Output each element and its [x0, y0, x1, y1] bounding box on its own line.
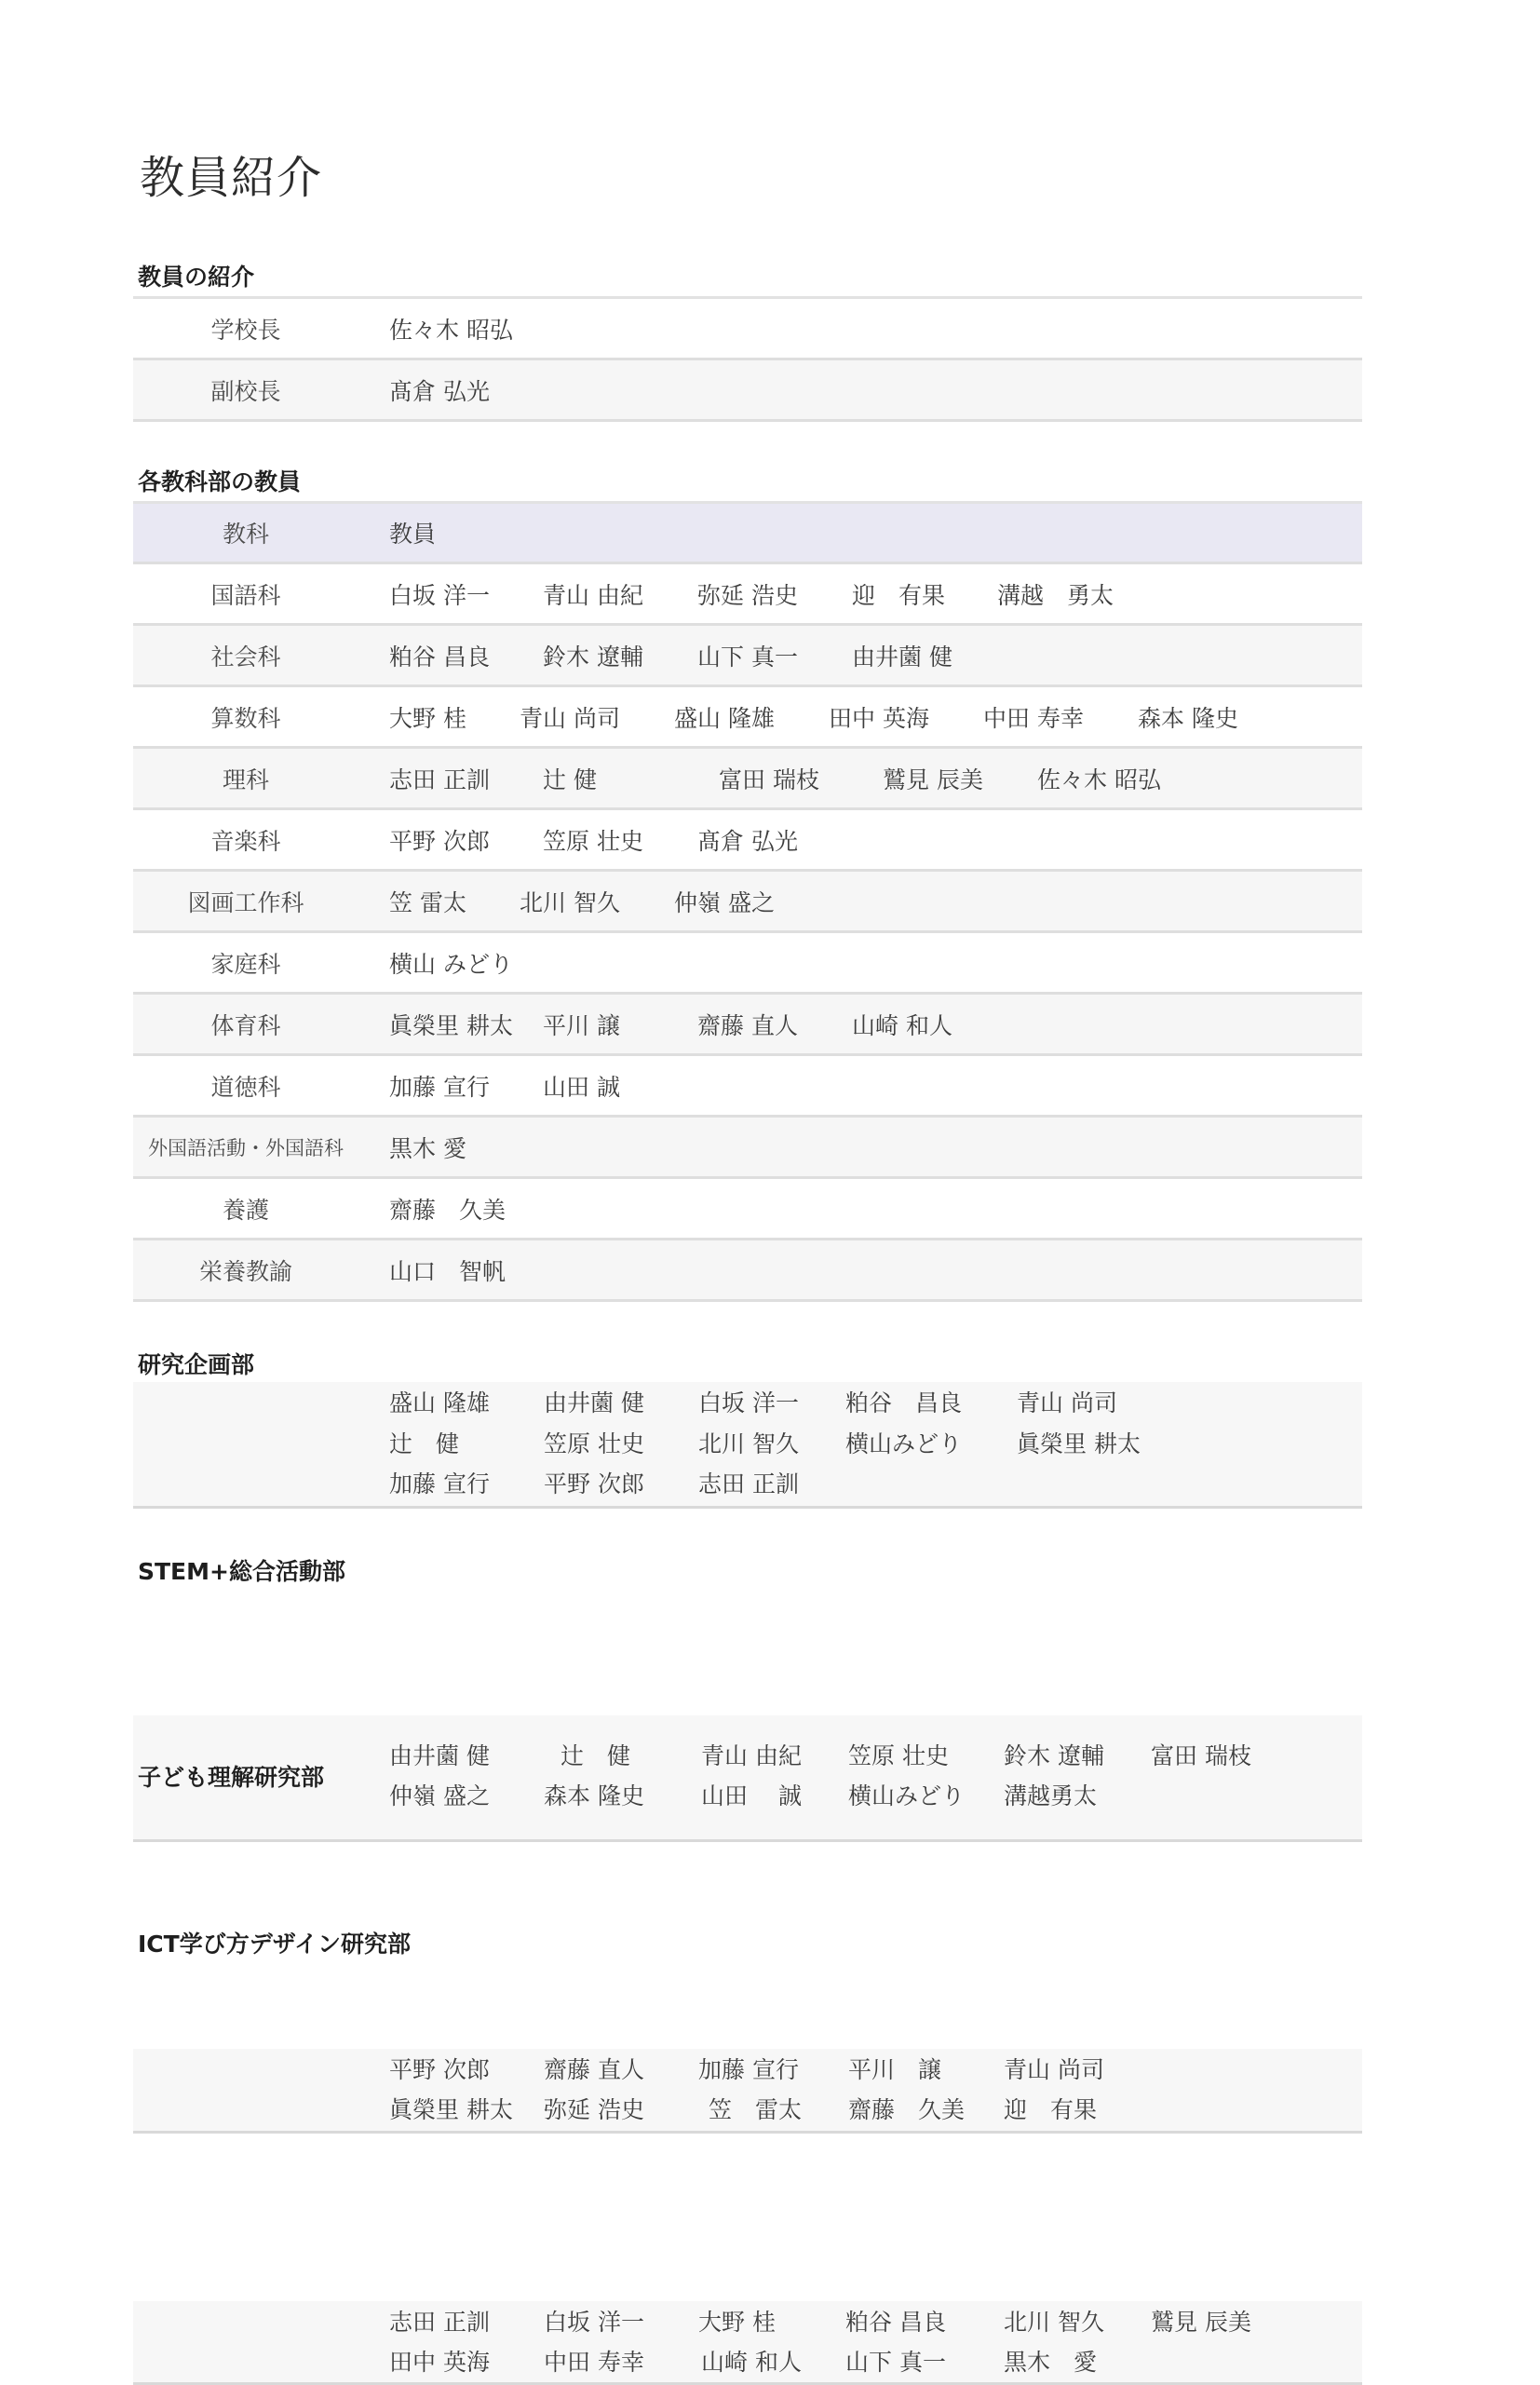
- teacher-name: 佐々木 昭弘: [389, 316, 513, 344]
- row-label: 社会科: [210, 643, 281, 671]
- table-row: [133, 564, 1362, 626]
- table-row: [133, 872, 1362, 933]
- member-name: 鷲見 辰美: [1151, 2309, 1251, 2336]
- child-block: [133, 2049, 1362, 2134]
- teacher-name: 北川 智久: [520, 888, 620, 916]
- page-title: 教員紹介: [140, 152, 323, 204]
- teacher-name: 山崎 和人: [852, 1011, 952, 1039]
- member-name: 鈴木 遼輔: [1004, 1742, 1104, 1769]
- member-name: 北川 智久: [1004, 2309, 1104, 2336]
- row-label: 図画工作科: [187, 888, 304, 916]
- member-name: 溝越勇太: [1004, 1782, 1098, 1809]
- member-name: 平川 譲: [848, 2056, 942, 2083]
- member-name: 眞榮里 耕太: [389, 2096, 513, 2123]
- table-row: [133, 360, 1362, 422]
- member-name: 粕谷 昌良: [845, 1389, 963, 1416]
- member-name: 迎 有果: [1004, 2096, 1098, 2123]
- teacher-name: 佐々木 昭弘: [1037, 766, 1161, 793]
- teacher-name: 鷲見 辰美: [883, 766, 983, 793]
- research-block: [133, 1382, 1362, 1509]
- member-name: 由井薗 健: [544, 1389, 644, 1416]
- teacher-name: 田中 英海: [829, 704, 929, 732]
- member-name: 山崎 和人: [701, 2349, 802, 2376]
- row-label: 算数科: [210, 704, 281, 732]
- teacher-name: 髙倉 弘光: [697, 827, 798, 855]
- member-name: 山下 真一: [845, 2349, 946, 2376]
- member-name: 青山 尚司: [1004, 2056, 1104, 2083]
- intro-table: [133, 296, 1362, 422]
- member-name: 青山 由紀: [701, 1742, 802, 1769]
- teacher-name: 溝越 勇太: [997, 581, 1114, 609]
- member-name: 大野 桂: [698, 2309, 776, 2336]
- teacher-name: 志田 正訓: [389, 766, 490, 793]
- section-title-intro: 教員の紹介: [138, 264, 255, 291]
- column-header-subject: 教科: [222, 521, 269, 548]
- row-label: 理科: [222, 766, 269, 793]
- member-name: 笠 雷太: [709, 2096, 803, 2123]
- teacher-name: 加藤 宣行: [389, 1073, 490, 1101]
- member-name: 森本 隆史: [544, 1782, 644, 1809]
- teacher-name: 辻 健: [543, 766, 597, 793]
- teacher-name: 齋藤 直人: [697, 1011, 798, 1039]
- table-row: [133, 687, 1362, 749]
- table-row: [133, 933, 1362, 995]
- table-row: [133, 810, 1362, 872]
- section-title-subjects: 各教科部の教員: [138, 468, 302, 495]
- member-name: 白坂 洋一: [544, 2309, 644, 2336]
- table-row: [133, 626, 1362, 687]
- column-header-teachers: 教員: [389, 521, 437, 548]
- teacher-name: 迎 有果: [852, 581, 946, 609]
- teacher-name: 粕谷 昌良: [389, 643, 490, 671]
- member-name: 志田 正訓: [389, 2309, 490, 2336]
- member-name: 加藤 宣行: [389, 1470, 490, 1497]
- member-name: 齋藤 久美: [848, 2096, 966, 2123]
- row-label: 栄養教諭: [198, 1257, 292, 1285]
- teacher-name: 弥延 浩史: [697, 581, 798, 609]
- teacher-name: 富田 瑞枝: [719, 766, 819, 793]
- member-name: 山田 誠: [701, 1782, 802, 1809]
- teacher-name: 黒木 愛: [389, 1134, 466, 1162]
- member-name: 富田 瑞枝: [1151, 1742, 1251, 1769]
- teacher-name: 笠原 壮史: [543, 827, 643, 855]
- section-title-ict: ICT学び方デザイン研究部: [138, 1931, 411, 1958]
- teacher-name: 青山 尚司: [520, 704, 620, 732]
- row-label: 体育科: [210, 1011, 281, 1039]
- teacher-name: 山下 真一: [697, 643, 798, 671]
- table-row: [133, 749, 1362, 810]
- teacher-name: 齋藤 久美: [389, 1196, 507, 1224]
- section-title-child: 子ども理解研究部: [138, 1764, 325, 1791]
- member-name: 平野 次郎: [544, 1470, 644, 1497]
- table-row: [133, 1118, 1362, 1179]
- section-title-research: 研究企画部: [138, 1351, 255, 1378]
- member-name: 黒木 愛: [1004, 2349, 1098, 2376]
- table-row: [133, 1240, 1362, 1302]
- row-label: 副校長: [210, 377, 281, 405]
- ict-block: [133, 2301, 1362, 2385]
- table-row: [133, 299, 1362, 360]
- teacher-name: 白坂 洋一: [389, 581, 490, 609]
- member-name: 粕谷 昌良: [845, 2309, 946, 2336]
- member-name: 由井薗 健: [389, 1742, 490, 1769]
- member-name: 加藤 宣行: [698, 2056, 799, 2083]
- teacher-name: 青山 由紀: [543, 581, 643, 609]
- subjects-table: [133, 501, 1362, 1302]
- teacher-name: 山口 智帆: [389, 1257, 507, 1285]
- member-name: 中田 寿幸: [544, 2349, 644, 2376]
- teacher-name: 仲嶺 盛之: [674, 888, 775, 916]
- member-name: 志田 正訓: [698, 1470, 799, 1497]
- teacher-name: 中田 寿幸: [983, 704, 1084, 732]
- member-name: 笠原 壮史: [544, 1430, 644, 1457]
- teacher-name: 森本 隆史: [1138, 704, 1238, 732]
- teacher-name: 鈴木 遼輔: [543, 643, 643, 671]
- row-label: 学校長: [210, 316, 281, 344]
- member-name: 北川 智久: [698, 1430, 799, 1457]
- teacher-name: 由井薗 健: [852, 643, 952, 671]
- row-label: 国語科: [210, 581, 281, 609]
- teacher-name: 平野 次郎: [389, 827, 490, 855]
- member-name: 眞榮里 耕太: [1017, 1430, 1141, 1457]
- row-label: 家庭科: [210, 950, 281, 978]
- teacher-name: 山田 誠: [543, 1073, 620, 1101]
- member-name: 平野 次郎: [389, 2056, 490, 2083]
- row-label: 音楽科: [210, 827, 281, 855]
- member-name: 辻 健: [389, 1430, 460, 1457]
- teacher-name: 髙倉 弘光: [389, 377, 490, 405]
- member-name: 盛山 隆雄: [389, 1389, 490, 1416]
- member-name: 横山みどり: [845, 1430, 963, 1457]
- member-name: 仲嶺 盛之: [389, 1782, 490, 1809]
- member-name: 田中 英海: [389, 2349, 490, 2376]
- teacher-name: 眞榮里 耕太: [389, 1011, 513, 1039]
- member-name: 横山みどり: [848, 1782, 966, 1809]
- table-row: [133, 995, 1362, 1056]
- member-name: 白坂 洋一: [698, 1389, 799, 1416]
- teacher-name: 横山 みどり: [389, 950, 513, 978]
- member-name: 辻 健: [561, 1742, 631, 1769]
- member-name: 笠原 壮史: [848, 1742, 949, 1769]
- table-row: [133, 1179, 1362, 1240]
- section-title-stem: STEM+総合活動部: [138, 1558, 345, 1585]
- row-label: 外国語活動・外国語科: [148, 1136, 344, 1159]
- member-name: 齋藤 直人: [544, 2056, 644, 2083]
- teacher-name: 笠 雷太: [389, 888, 466, 916]
- member-name: 弥延 浩史: [544, 2096, 644, 2123]
- row-label: 道徳科: [210, 1073, 281, 1101]
- row-label: 養護: [222, 1196, 269, 1224]
- member-name: 青山 尚司: [1017, 1389, 1117, 1416]
- teacher-name: 平川 譲: [543, 1011, 620, 1039]
- table-row: [133, 1056, 1362, 1118]
- teacher-name: 大野 桂: [389, 704, 466, 732]
- teacher-name: 盛山 隆雄: [674, 704, 775, 732]
- table-header-row: [133, 504, 1362, 564]
